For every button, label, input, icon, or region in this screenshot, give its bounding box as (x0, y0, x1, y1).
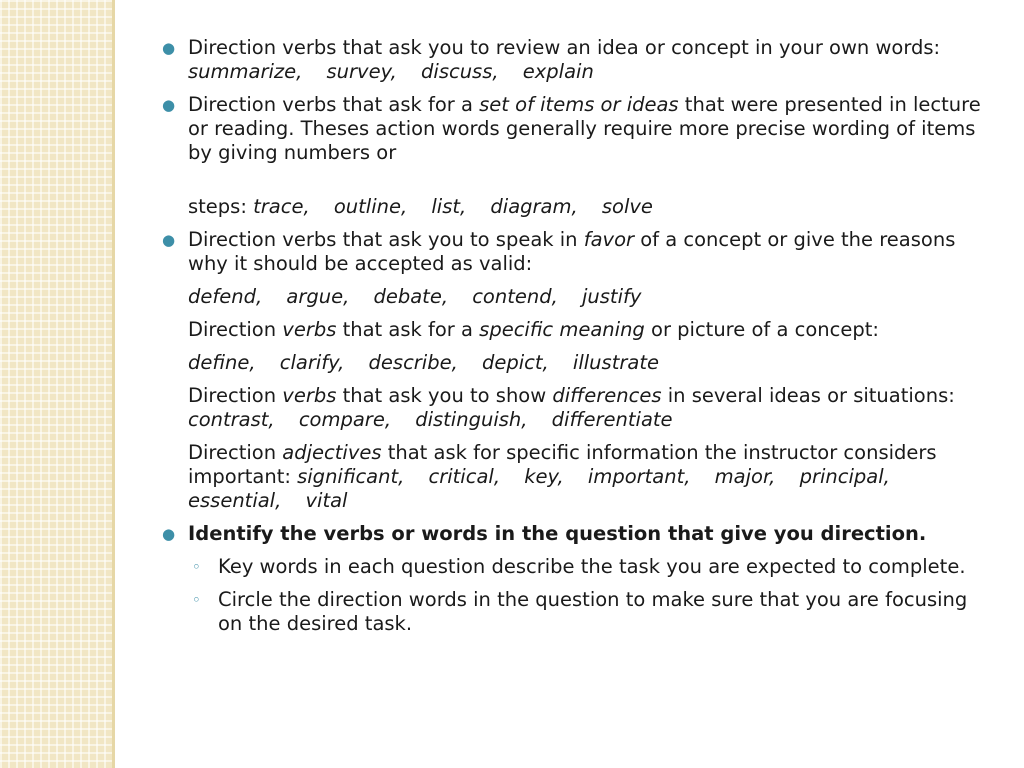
bullet-identify-verbs (160, 522, 990, 546)
diff-verbs-list: contrast, compare, distinguish, differentiate (188, 408, 673, 431)
meaning-verbs-list: define, clarify, describe, depict, illustrate (188, 351, 659, 374)
adj-text-pre: Direction (188, 441, 283, 464)
review-verbs-text: Direction verbs that ask you to review an idea or concept in your own words: (188, 36, 941, 59)
steps-label: steps: (188, 195, 254, 218)
favor-text-post: of a concept or give the reasons why it should be accepted as valid: (188, 228, 956, 275)
adjectives-line (160, 441, 990, 513)
favor-emphasis: favor (583, 228, 635, 251)
diff-emphasis-differences: differences (552, 384, 662, 407)
set-items-emphasis: set of items or ideas (479, 93, 679, 116)
bullet-dot-icon: ● (162, 39, 176, 57)
decorative-side-band (0, 0, 115, 768)
subitem-circle-words-text: Circle the direction words in the question to make sure that you are focusing on the desired task. (218, 588, 968, 635)
diff-text-post: in several ideas or situations: (661, 384, 955, 407)
meaning-emphasis-specific: specific meaning (479, 318, 645, 341)
set-items-text-post: that were presented in lecture or reading. Theses action words generally require more precise wording of items by giving numbers or (188, 93, 981, 164)
bullet-review-verbs (160, 36, 990, 84)
steps-verbs-list: trace, outline, list, diagram, solve (253, 195, 653, 218)
meaning-text-pre: Direction (188, 318, 283, 341)
favor-verbs-list: defend, argue, debate, contend, justify (188, 285, 642, 308)
favor-text-pre: Direction verbs that ask you to speak in (188, 228, 584, 251)
slide-content (160, 36, 990, 645)
review-verbs-list: summarize, survey, discuss, explain (188, 60, 594, 83)
diff-text-pre: Direction (188, 384, 283, 407)
bullet-dot-icon: ● (162, 96, 176, 114)
adj-emphasis: adjectives (282, 441, 382, 464)
subitem-circle-words (160, 588, 990, 636)
subitem-key-words-text: Key words in each question describe the task you are expected to complete. (218, 555, 966, 578)
sub-bullet-circle-icon: ◦ (192, 558, 201, 576)
favor-verbs-line (160, 285, 990, 309)
differences-line (160, 384, 990, 432)
bullet-set-of-items (160, 93, 990, 165)
diff-text-mid: that ask you to show (336, 384, 553, 407)
set-items-text-pre: Direction verbs that ask for a (188, 93, 480, 116)
bullet-favor-verbs (160, 228, 990, 276)
sub-bullet-circle-icon: ◦ (192, 591, 201, 609)
identify-verbs-text: Identify the verbs or words in the question that give you direction. (188, 522, 927, 545)
meaning-verbs-line (160, 351, 990, 375)
steps-line (160, 195, 990, 219)
meaning-emphasis-verbs: verbs (282, 318, 337, 341)
bullet-dot-icon: ● (162, 525, 176, 543)
diff-emphasis-verbs: verbs (282, 384, 337, 407)
meaning-text-mid: that ask for a (336, 318, 480, 341)
bullet-dot-icon: ● (162, 231, 176, 249)
adj-list: significant, critical, key, important, major, principal, essential, vital (188, 465, 890, 512)
meaning-text-post: or picture of a concept: (644, 318, 879, 341)
specific-meaning-line (160, 318, 990, 342)
adj-text-post: that ask for specific information the instructor considers important: (188, 441, 937, 488)
subitem-key-words (160, 555, 990, 579)
